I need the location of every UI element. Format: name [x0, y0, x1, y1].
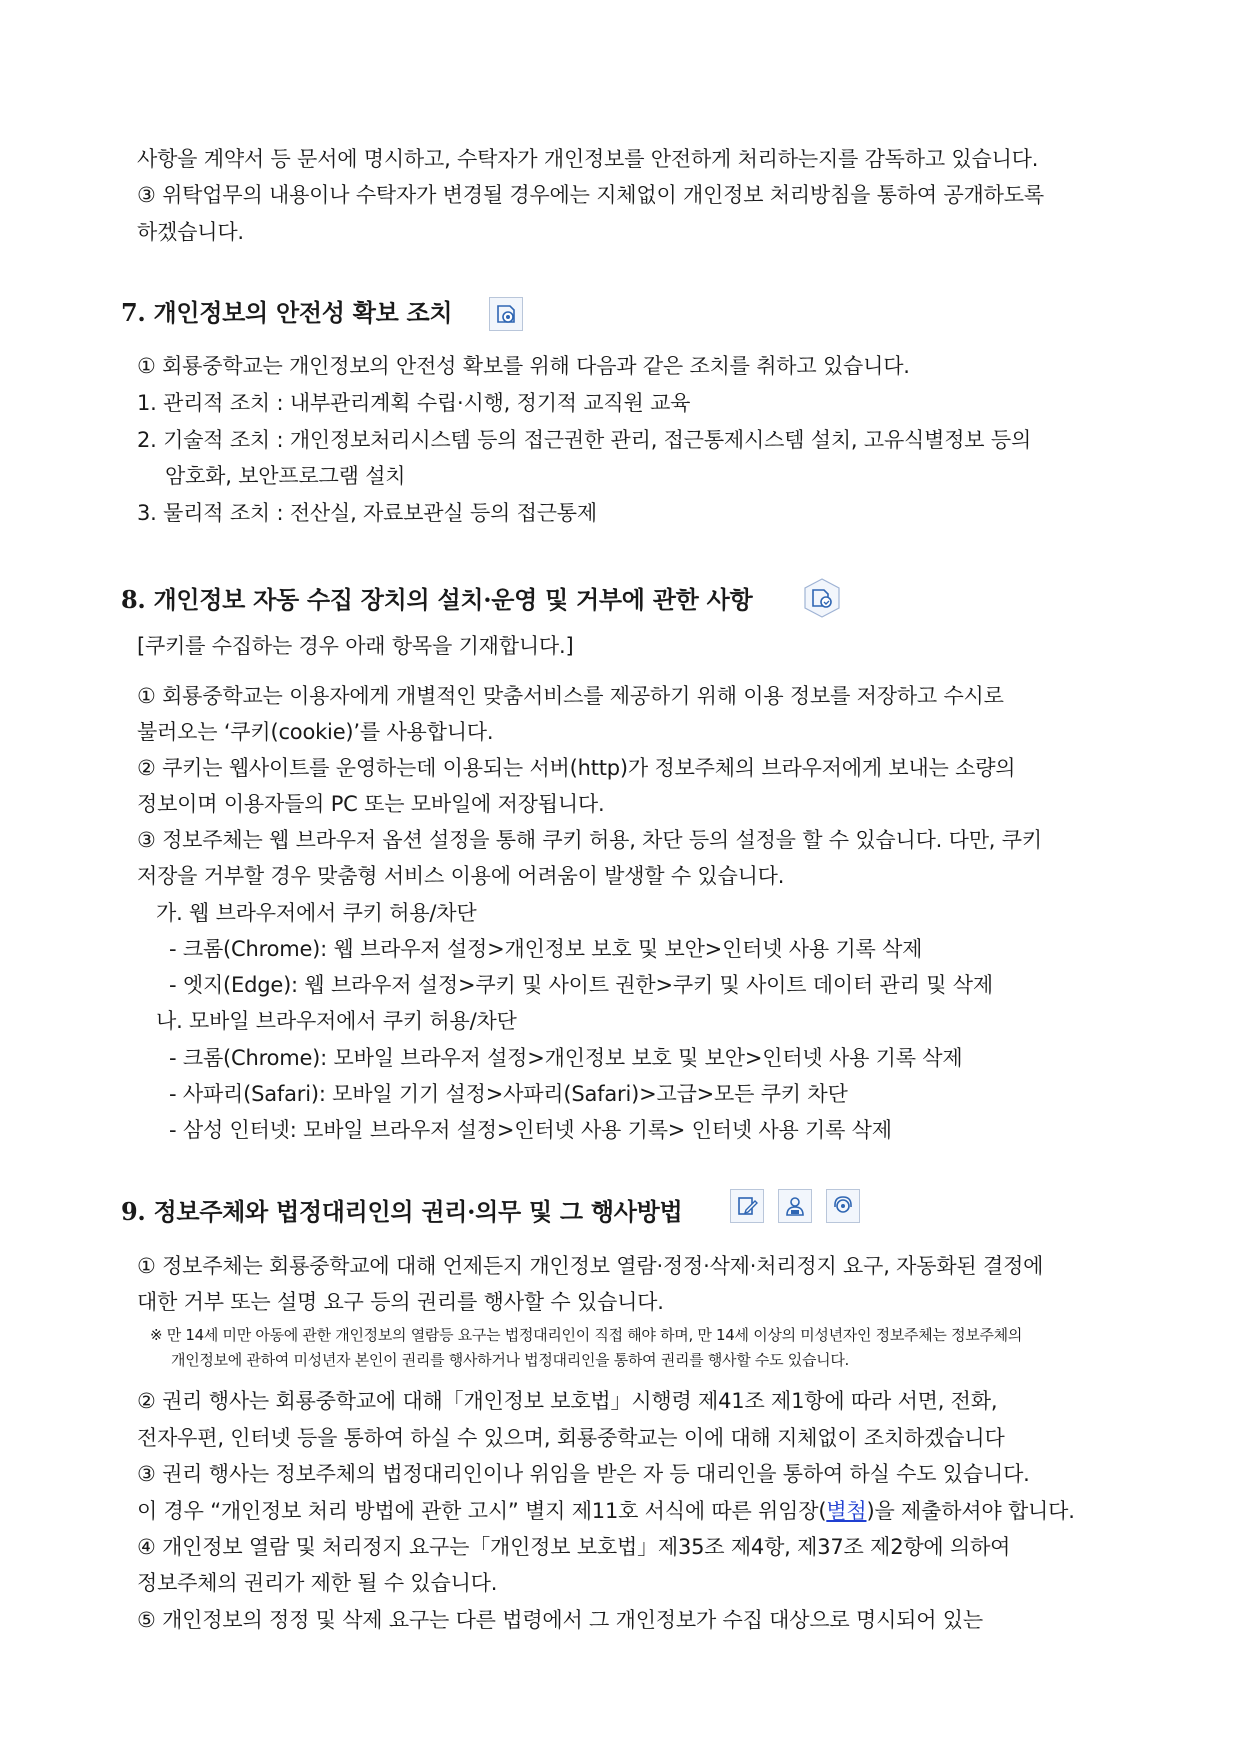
list-item: 1. 관리적 조치 : 내부관리계획 수립·시행, 정기적 교직원 교육	[137, 391, 691, 415]
section-7-title: 7. 개인정보의 안전성 확보 조치	[121, 298, 453, 327]
paragraph-line: ④ 개인정보 열람 및 처리정지 요구는「개인정보 보호법」제35조 제4항, 제37조 제2항에 의하여	[137, 1535, 1011, 1559]
list-item: - 삼성 인터넷: 모바일 브라우저 설정>인터넷 사용 기록> 인터넷 사용 기록 삭제	[169, 1118, 892, 1142]
auto-collection-icon	[802, 577, 842, 619]
list-item-continuation: 암호화, 보안프로그램 설치	[165, 464, 406, 488]
attachment-link[interactable]: 별첨	[826, 1499, 867, 1523]
section-8-title: 8. 개인정보 자동 수집 장치의 설치·운영 및 거부에 관한 사항	[121, 585, 753, 614]
paragraph-line: ① 회룡중학교는 개인정보의 안전성 확보를 위해 다음과 같은 조치를 취하고 있습니다.	[137, 354, 910, 378]
paragraph-line: ③ 권리 행사는 정보주체의 법정대리인이나 위임을 받은 자 등 대리인을 통하여 하실 수도 있습니다.	[137, 1462, 1030, 1486]
paragraph-line: 전자우편, 인터넷 등을 통하여 하실 수 있으며, 회룡중학교는 이에 대해 지체없이 조치하겠습니다	[137, 1426, 1005, 1450]
paragraph-line: ② 권리 행사는 회룡중학교에 대해「개인정보 보호법」시행령 제41조 제1항에 따라 서면, 전화,	[137, 1389, 998, 1413]
footnote-line: 개인정보에 관하여 미성년자 본인이 권리를 행사하거나 법정대리인을 통하여 권리를 행사할 수도 있습니다.	[171, 1351, 849, 1369]
list-item: - 크롬(Chrome): 웹 브라우저 설정>개인정보 보호 및 보안>인터넷 사용 기록 삭제	[169, 937, 923, 961]
list-item: 2. 기술적 조치 : 개인정보처리시스템 등의 접근권한 관리, 접근통제시스템 설치, 고유식별정보 등의	[137, 428, 1032, 452]
security-badge-icon	[489, 297, 523, 331]
paragraph-line: ⑤ 개인정보의 정정 및 삭제 요구는 다른 법령에서 그 개인정보가 수집 대상으로 명시되어 있는	[137, 1608, 983, 1632]
paragraph-line: ① 회룡중학교는 이용자에게 개별적인 맞춤서비스를 제공하기 위해 이용 정보를 저장하고 수시로	[137, 684, 1004, 708]
paragraph-line: 사항을 계약서 등 문서에 명시하고, 수탁자가 개인정보를 안전하게 처리하는지를 감독하고 있습니다.	[137, 147, 1039, 171]
paragraph-line: 하겠습니다.	[137, 220, 244, 244]
list-heading: 나. 모바일 브라우저에서 쿠키 허용/차단	[156, 1009, 517, 1033]
list-item: - 사파리(Safari): 모바일 기기 설정>사파리(Safari)>고급>모든 쿠키 차단	[169, 1082, 848, 1106]
paragraph-line: 저장을 거부할 경우 맞춤형 서비스 이용에 어려움이 발생할 수 있습니다.	[137, 864, 785, 888]
paragraph-line: ① 정보주체는 회룡중학교에 대해 언제든지 개인정보 열람·정정·삭제·처리정지 요구, 자동화된 결정에	[137, 1254, 1044, 1278]
list-item: 3. 물리적 조치 : 전산실, 자료보관실 등의 접근통제	[137, 501, 597, 525]
list-heading: 가. 웹 브라우저에서 쿠키 허용/차단	[156, 901, 477, 925]
footnote-line: ※ 만 14세 미만 아동에 관한 개인정보의 열람등 요구는 법정대리인이 직접 해야 하며, 만 14세 이상의 미성년자인 정보주체는 정보주체의	[150, 1326, 1023, 1344]
paragraph-line: ② 쿠키는 웹사이트를 운영하는데 이용되는 서버(http)가 정보주체의 브라우저에게 보내는 소량의	[137, 756, 1016, 780]
paragraph-line: 대한 거부 또는 설명 요구 등의 권리를 행사할 수 있습니다.	[137, 1290, 664, 1314]
person-icon	[778, 1189, 812, 1223]
paragraph-line: 정보이며 이용자들의 PC 또는 모바일에 저장됩니다.	[137, 792, 605, 816]
list-item: - 엣지(Edge): 웹 브라우저 설정>쿠키 및 사이트 권한>쿠키 및 사이트 데이터 관리 및 삭제	[169, 973, 993, 997]
proxy-text-suffix: )을 제출하셔야 합니다.	[866, 1499, 1075, 1523]
paragraph-line: ③ 정보주체는 웹 브라우저 옵션 설정을 통해 쿠키 허용, 차단 등의 설정을 할 수 있습니다. 다만, 쿠키	[137, 828, 1042, 852]
list-item: - 크롬(Chrome): 모바일 브라우저 설정>개인정보 보호 및 보안>인터넷 사용 기록 삭제	[169, 1046, 963, 1070]
paragraph-line: 불러오는 ‘쿠키(cookie)’를 사용합니다.	[137, 720, 494, 744]
proxy-text-prefix: 이 경우 “개인정보 처리 방법에 관한 고시” 별지 제11호 서식에 따른 위임장(	[137, 1499, 827, 1523]
paragraph-line: ③ 위탁업무의 내용이나 수탁자가 변경될 경우에는 지체없이 개인정보 처리방침을 통하여 공개하도록	[137, 183, 1044, 207]
paragraph-line	[137, 1497, 1075, 1525]
paragraph-line: 정보주체의 권리가 제한 될 수 있습니다.	[137, 1571, 498, 1595]
edit-document-icon	[730, 1189, 764, 1223]
paragraph-line: [쿠키를 수집하는 경우 아래 항목을 기재합니다.]	[137, 634, 574, 658]
section-9-title: 9. 정보주체와 법정대리인의 권리·의무 및 그 행사방법	[121, 1197, 683, 1226]
headset-icon	[826, 1189, 860, 1223]
